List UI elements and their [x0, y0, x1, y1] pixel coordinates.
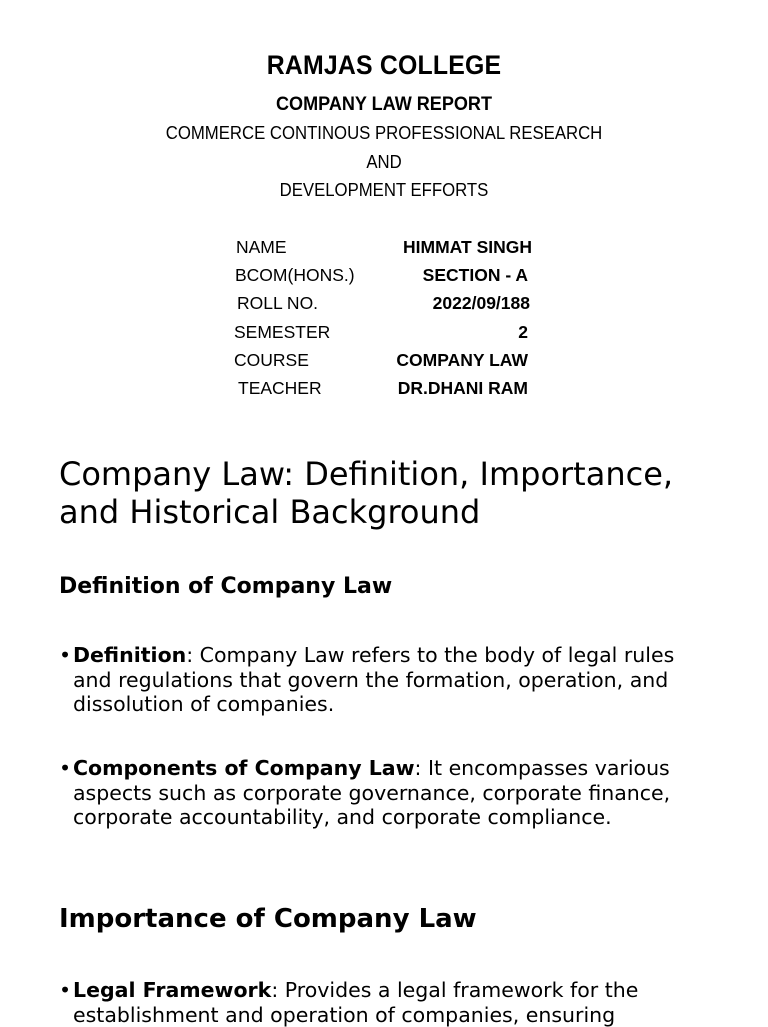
info-value-semester: 2 [518, 322, 528, 342]
info-label-course: COURSE [234, 350, 309, 370]
list-item [59, 978, 713, 1027]
bullet-term: Legal Framework [73, 978, 272, 1002]
info-label-teacher: TEACHER [238, 378, 322, 398]
info-label-roll-no: ROLL NO. [237, 293, 319, 313]
bullet-text: : It encompasses various aspects such as corporate governance, corporate finance, corporate accountability, and corporate compliance. [73, 756, 671, 829]
bullet-icon: • [59, 978, 72, 1002]
list-item [59, 756, 713, 830]
info-value-section: SECTION - A [422, 265, 528, 285]
college-name: RAMJAS COLLEGE [266, 50, 502, 80]
report-title: COMPANY LAW REPORT [276, 94, 492, 115]
bullet-text: : Company Law refers to the body of legal rules and regulations that govern the formation, operation, and dissolution of companies. [73, 643, 675, 716]
info-value-name: HIMMAT SINGH [403, 237, 532, 257]
bullet-text: : Provides a legal framework for the establishment and operation of companies, ensuring [73, 978, 639, 1027]
report-subtitle-line-2: AND [366, 152, 402, 172]
section-heading-importance: Importance of Company Law [59, 904, 477, 934]
info-label-program: BCOM(HONS.) [235, 265, 355, 285]
info-value-roll-no: 2022/09/188 [432, 293, 530, 313]
info-value-teacher: DR.DHANI RAM [397, 378, 528, 398]
bullet-icon: • [59, 643, 72, 667]
bullet-icon: • [59, 756, 72, 780]
bullet-term: Definition [73, 643, 187, 667]
info-label-name: NAME [236, 237, 287, 257]
document-title: Company Law: Definition, Importance, and Historical Background [59, 455, 674, 531]
info-label-semester: SEMESTER [234, 322, 331, 342]
report-subtitle-line-3: DEVELOPMENT EFFORTS [279, 180, 489, 200]
list-item [59, 643, 713, 717]
section-heading-definition: Definition of Company Law [59, 574, 393, 599]
report-subtitle-line-1: COMMERCE CONTINOUS PROFESSIONAL RESEARCH [165, 123, 603, 143]
info-value-course: COMPANY LAW [396, 350, 528, 370]
bullet-term: Components of Company Law [73, 756, 415, 780]
